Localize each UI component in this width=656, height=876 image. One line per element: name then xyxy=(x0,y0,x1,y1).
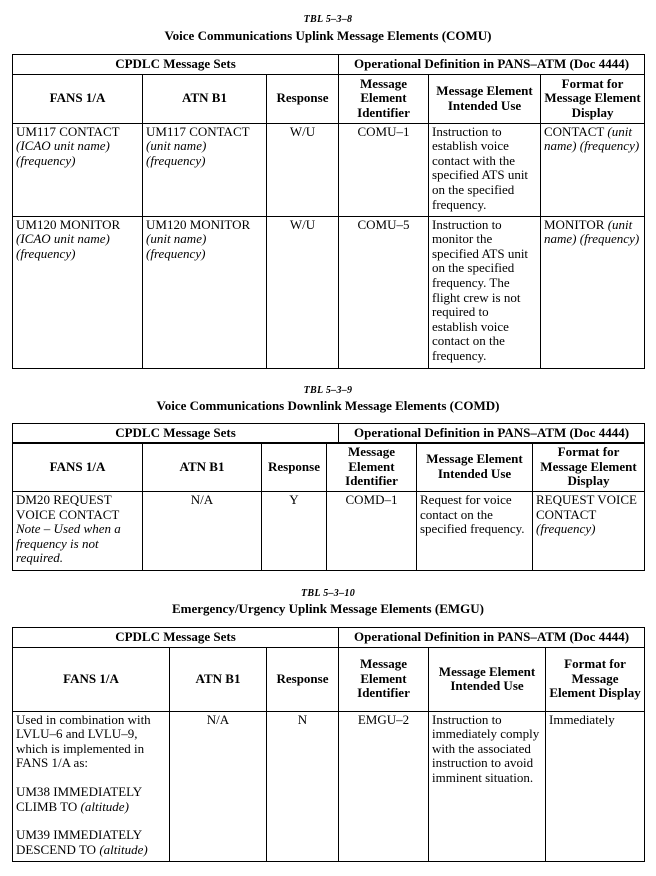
operational-definition-header: Operational Definition in PANS–ATM (Doc 4444) xyxy=(339,628,645,648)
identifier-header: Message Element Identifier xyxy=(339,74,429,123)
atn-header: ATN B1 xyxy=(170,647,267,711)
fans-cell: UM117 CONTACT (ICAO unit name) (frequency) xyxy=(13,123,143,216)
table-row xyxy=(13,711,645,861)
intended-use-header: Message Element Intended Use xyxy=(429,74,541,123)
intended-use-header: Message Element Intended Use xyxy=(417,443,533,492)
table-title: Voice Communications Uplink Message Elements (COMU) xyxy=(164,28,492,43)
intended-use-cell: Request for voice contact on the specified frequency. xyxy=(417,492,533,571)
response-header: Response xyxy=(262,443,327,492)
atn-header: ATN B1 xyxy=(143,74,267,123)
response-cell: Y xyxy=(262,492,327,571)
fans-header: FANS 1/A xyxy=(13,647,170,711)
fans-header: FANS 1/A xyxy=(13,74,143,123)
intended-use-cell: Instruction to monitor the specified ATS unit on the specified frequency. The flight crew is not required to establish voice contact on the frequency. xyxy=(429,216,541,368)
format-cell: Immediately xyxy=(546,711,645,861)
table-number: TBL 5–3–10 xyxy=(300,588,355,599)
intended-use-header: Message Element Intended Use xyxy=(429,647,546,711)
table-title: Emergency/Urgency Uplink Message Elements (EMGU) xyxy=(172,601,484,616)
identifier-cell: COMU–1 xyxy=(339,123,429,216)
atn-cell: UM120 MONITOR (unit name) (frequency) xyxy=(143,216,267,368)
response-cell: W/U xyxy=(267,216,339,368)
fans-cell: UM120 MONITOR (ICAO unit name) (frequency) xyxy=(13,216,143,368)
cpdlc-sets-header: CPDLC Message Sets xyxy=(13,628,339,648)
format-header: Format for Message Element Display xyxy=(546,647,645,711)
operational-definition-header: Operational Definition in PANS–ATM (Doc 4444) xyxy=(339,424,645,444)
response-cell: W/U xyxy=(267,123,339,216)
identifier-cell: EMGU–2 xyxy=(339,711,429,861)
table-row xyxy=(13,216,645,368)
atn-cell: N/A xyxy=(170,711,267,861)
identifier-cell: COMU–5 xyxy=(339,216,429,368)
comd-table xyxy=(12,423,645,444)
atn-header: ATN B1 xyxy=(143,443,262,492)
identifier-cell: COMD–1 xyxy=(327,492,417,571)
intended-use-cell: Instruction to establish voice contact with the specified ATS unit on the specified frequency. xyxy=(429,123,541,216)
table-row xyxy=(13,123,645,216)
table-number: TBL 5–3–9 xyxy=(303,385,353,396)
table-title: Voice Communications Downlink Message Elements (COMD) xyxy=(156,398,500,413)
fans-header: FANS 1/A xyxy=(13,443,143,492)
identifier-header: Message Element Identifier xyxy=(327,443,417,492)
response-header: Response xyxy=(267,74,339,123)
fans-cell: Used in combination with LVLU–6 and LVLU–9, which is implemented in FANS 1/A as: UM38 IMMEDIATELY CLIMB TO (altitude) UM39 IMMEDIATELY DESCEND TO (altitude) xyxy=(13,711,170,861)
comd-table-body xyxy=(12,442,645,571)
format-header: Format for Message Element Display xyxy=(533,443,645,492)
operational-definition-header: Operational Definition in PANS–ATM (Doc 4444) xyxy=(339,55,645,75)
comu-table xyxy=(12,54,645,369)
identifier-header: Message Element Identifier xyxy=(339,647,429,711)
cpdlc-sets-header: CPDLC Message Sets xyxy=(13,424,339,444)
format-cell: REQUEST VOICE CONTACT (frequency) xyxy=(533,492,645,571)
atn-cell: UM117 CONTACT (unit name) (frequency) xyxy=(143,123,267,216)
response-cell: N xyxy=(267,711,339,861)
response-header: Response xyxy=(267,647,339,711)
emgu-table xyxy=(12,627,645,862)
format-cell: CONTACT (unit name) (frequency) xyxy=(541,123,645,216)
fans-cell: DM20 REQUEST VOICE CONTACT Note – Used when a frequency is not required. xyxy=(13,492,143,571)
atn-cell: N/A xyxy=(143,492,262,571)
intended-use-cell: Instruction to immediately comply with the associated instruction to avoid imminent situation. xyxy=(429,711,546,861)
format-cell: MONITOR (unit name) (frequency) xyxy=(541,216,645,368)
table-number: TBL 5–3–8 xyxy=(303,14,353,25)
table-row xyxy=(13,492,645,571)
cpdlc-sets-header: CPDLC Message Sets xyxy=(13,55,339,75)
format-header: Format for Message Element Display xyxy=(541,74,645,123)
